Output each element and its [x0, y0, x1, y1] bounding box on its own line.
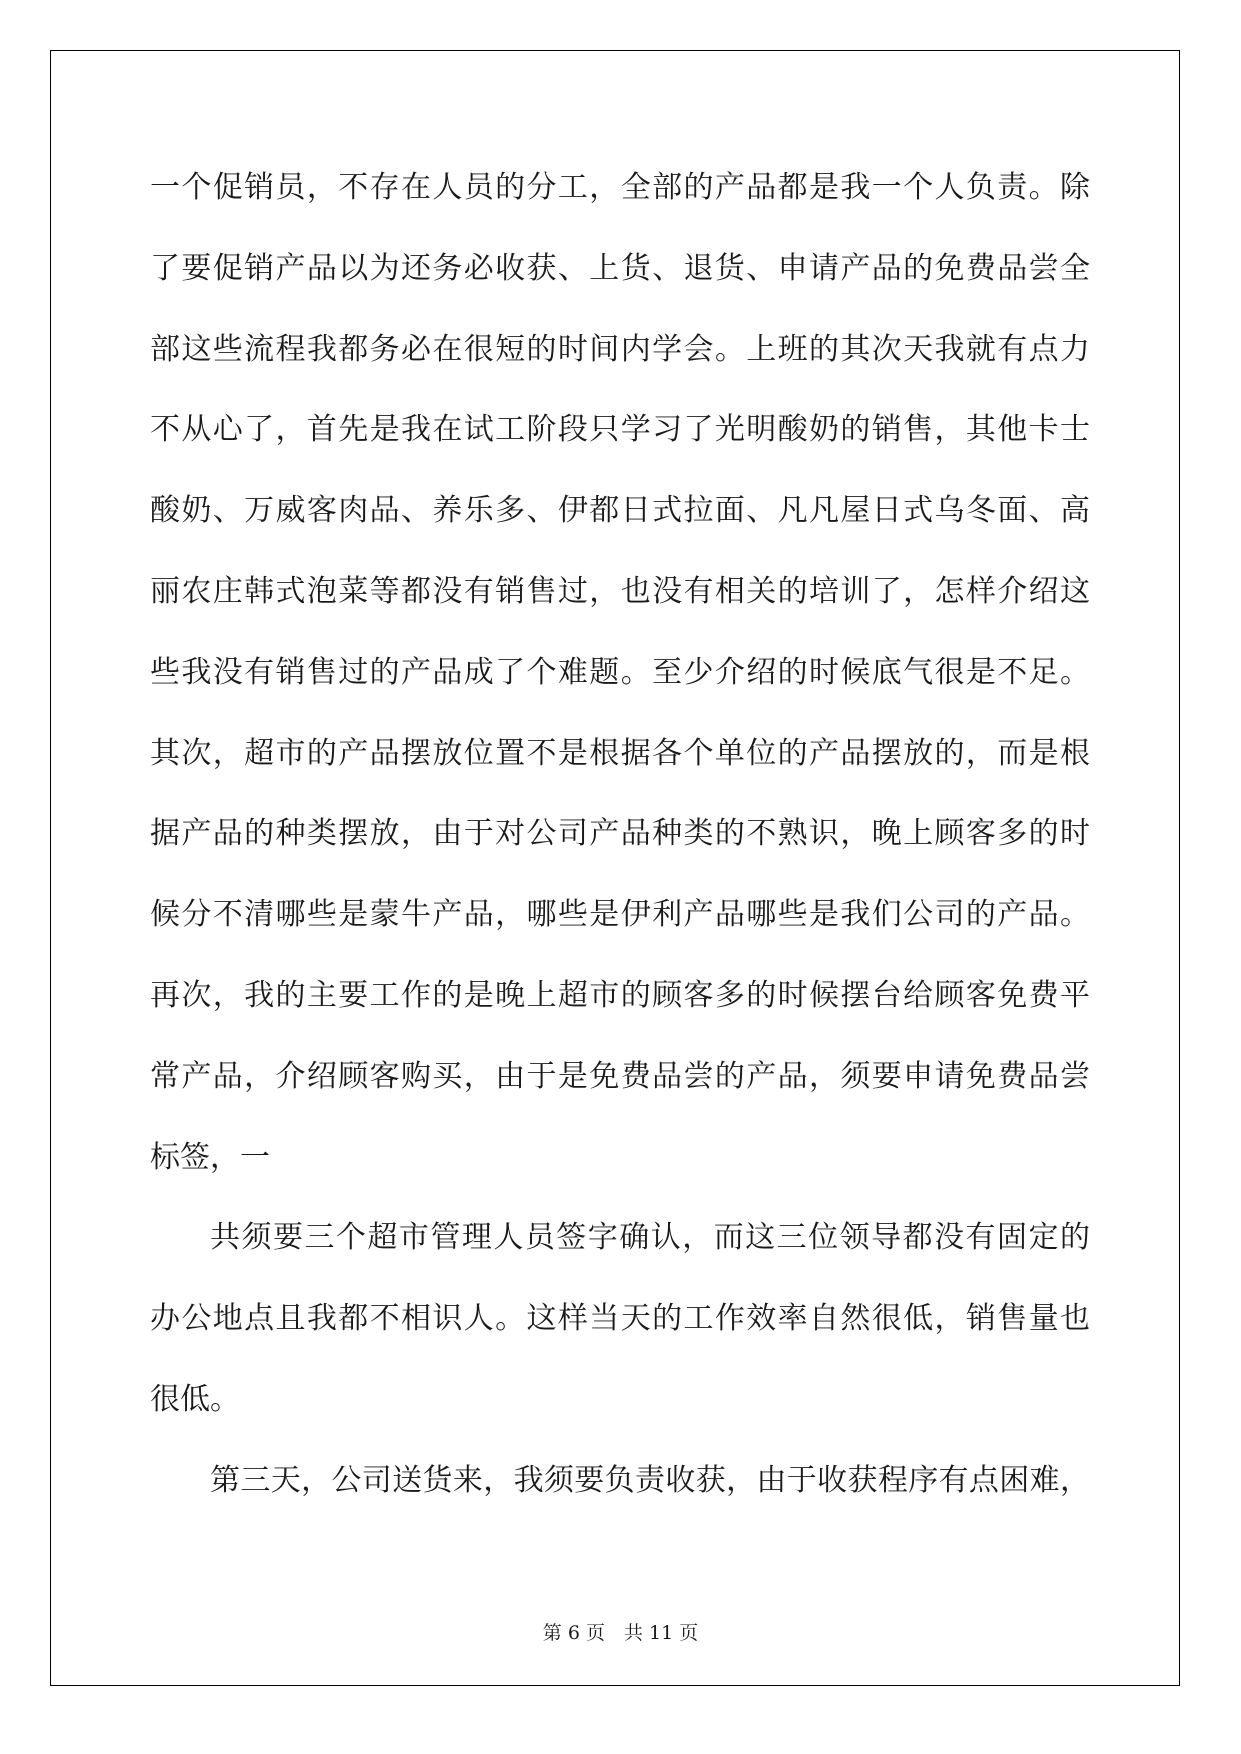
body-line: 据产品的种类摆放，由于对公司产品种类的不熟识，晚上顾客多的时 — [150, 816, 1090, 852]
body-line: 标签，一 — [150, 1139, 270, 1175]
body-line: 其次，超市的产品摆放位置不是根据各个单位的产品摆放的，而是根 — [150, 735, 1090, 771]
body-line: 候分不清哪些是蒙牛产品，哪些是伊利产品哪些是我们公司的产品。 — [150, 897, 1090, 933]
body-line: 酸奶、万威客肉品、养乐多、伊都日式拉面、凡凡屋日式乌冬面、高 — [150, 493, 1090, 529]
body-line: 了要促销产品以为还务必收获、上货、退货、申请产品的免费品尝全 — [150, 250, 1090, 286]
page-number: 第 6 页 共 11 页 — [542, 1622, 699, 1644]
body-line: 些我没有销售过的产品成了个难题。至少介绍的时候底气很是不足。 — [150, 654, 1090, 690]
body-line: 第三天，公司送货来，我须要负责收获，由于收获程序有点困难， — [210, 1462, 1090, 1498]
body-line: 部这些流程我都务必在很短的时间内学会。上班的其次天我就有点力 — [150, 331, 1090, 367]
body-line: 丽农庄韩式泡菜等都没有销售过，也没有相关的培训了，怎样介绍这 — [150, 573, 1090, 609]
body-line: 共须要三个超市管理人员签字确认，而这三位领导都没有固定的 — [210, 1220, 1090, 1256]
body-line: 办公地点且我都不相识人。这样当天的工作效率自然很低，销售量也 — [150, 1301, 1090, 1337]
body-line: 不从心了，首先是我在试工阶段只学习了光明酸奶的销售，其他卡士 — [150, 412, 1090, 448]
body-line: 很低。 — [150, 1381, 240, 1417]
body-line: 再次，我的主要工作的是晚上超市的顾客多的时候摆台给顾客免费平 — [150, 977, 1090, 1013]
document-body — [150, 148, 1090, 1522]
body-line: 常产品，介绍顾客购买，由于是免费品尝的产品，须要申请免费品尝 — [150, 1058, 1090, 1094]
body-line: 一个促销员，不存在人员的分工，全部的产品都是我一个人负责。除 — [150, 170, 1090, 205]
